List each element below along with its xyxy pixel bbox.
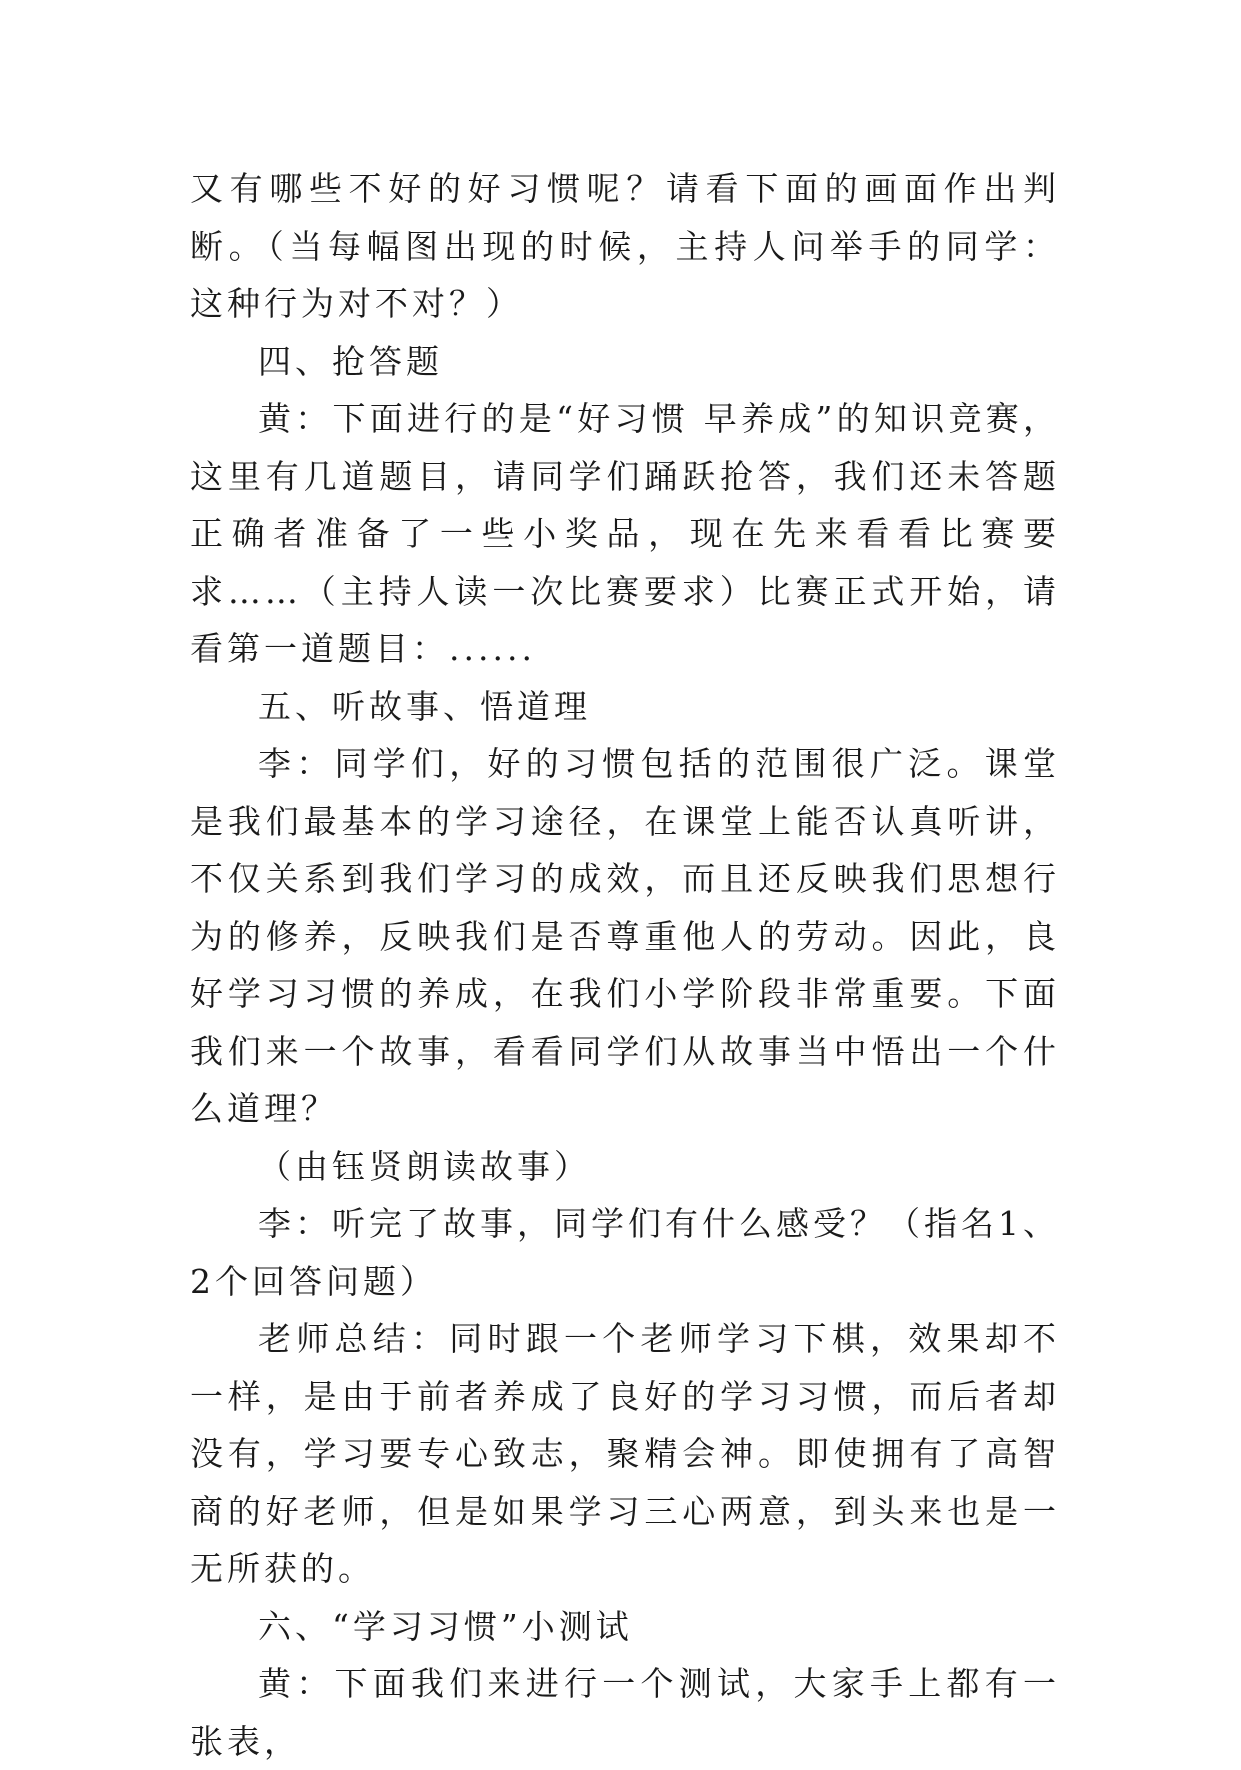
document-page [190,160,1060,1770]
section-heading-4: 四、抢答题 [258,341,443,381]
paragraph-quiz: 黄：下面进行的是“好习惯 早养成”的知识竞赛，这里有几道题目，请同学们踊跃抢答，我们还未答题正确者准备了一些小奖品，现在先来看看比赛要求……（主持人读一次比赛要求）比赛正式开始，请看第一道题目：...... [190,399,1060,668]
paragraph-teacher-summary: 老师总结：同时跟一个老师学习下棋，效果却不一样，是由于前者养成了良好的学习习惯，而后者却没有，学习要专心致志，聚精会神。即使拥有了高智商的好老师，但是如果学习三心两意，到头来也是一无所获的。 [190,1319,1060,1588]
paragraph-intro: 又有哪些不好的好习惯呢？请看下面的画面作出判断。（当每幅图出现的时候，主持人问举手的同学：这种行为对不对？） [190,169,1060,323]
section-heading-5: 五、听故事、悟道理 [258,686,591,726]
paragraph-li-question: 李：听完了故事，同学们有什么感受？（指名1、2个回答问题） [190,1204,1060,1301]
paragraph-story-reading: （由钰贤朗读故事） [258,1146,591,1186]
section-heading-6: 六、“学习习惯”小测试 [258,1606,633,1646]
paragraph-test: 黄：下面我们来进行一个测试，大家手上都有一张表， [190,1664,1060,1761]
paragraph-li-intro: 李：同学们，好的习惯包括的范围很广泛。课堂是我们最基本的学习途径，在课堂上能否认真听讲，不仅关系到我们学习的成效，而且还反映我们思想行为的修养，反映我们是否尊重他人的劳动。因此，良好学习习惯的养成，在我们小学阶段非常重要。下面我们来一个故事，看看同学们从故事当中悟出一个什么道理？ [190,744,1060,1128]
